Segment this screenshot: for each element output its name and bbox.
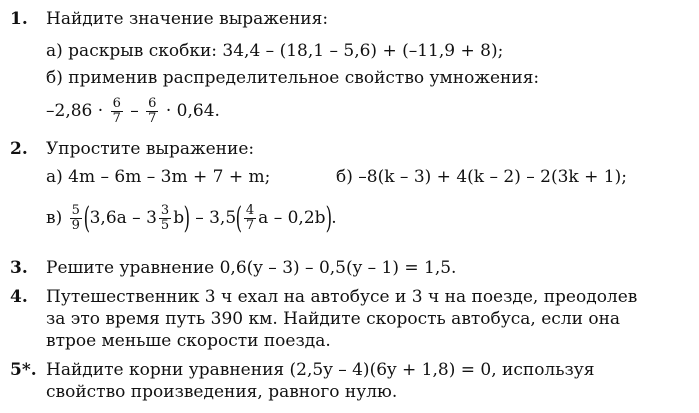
- fraction-5-9: $\frac{5}{9}$: [71, 203, 80, 233]
- task-2-b: б) –8(k – 3) + 4(k – 2) – 2(3k + 1);: [336, 167, 627, 187]
- expr-minus: –: [130, 101, 139, 121]
- task-5-line-1: Найдите корни уравнения (2,5y – 4)(6y + 1,8) = 0, используя: [46, 360, 595, 380]
- task-2-v: в) $\frac{5}{9}$ (3,6a – 3 $\frac{3}{5}$ b) – 3,5( $\frac{4}{7}$ a – 0,2b).: [46, 200, 337, 236]
- fraction-3-5: $\frac{3}{5}$: [160, 203, 170, 233]
- task-1-a: а) раскрыв скобки: 34,4 – (18,1 – 5,6) + (–11,9 + 8);: [46, 41, 504, 61]
- task-1-number: 1.: [10, 9, 28, 29]
- task-2-title: Упростите выражение:: [46, 139, 255, 159]
- task-4-line-1: Путешественник 3 ч ехал на автобусе и 3 ч на поезде, преодолев: [46, 287, 638, 307]
- task-3-number: 3.: [10, 258, 28, 278]
- task-4-line-2: за это время путь 390 км. Найдите скорость автобуса, если она: [46, 309, 621, 329]
- task-4-line-3: втрое меньше скорости поезда.: [46, 331, 331, 351]
- expr-start: –2,86 ·: [46, 101, 104, 121]
- task-4-number: 4.: [10, 287, 28, 307]
- inner-1b: b: [173, 208, 185, 228]
- fraction-4-7: $\frac{4}{7}$: [245, 203, 255, 233]
- expr-end: · 0,64.: [165, 101, 220, 121]
- task-2-v-label: в): [46, 208, 63, 228]
- task-1-expression: [46, 94, 220, 128]
- task-5-number: 5*.: [10, 360, 37, 380]
- task-3-text: Решите уравнение 0,6(y – 3) – 0,5(y – 1) = 1,5.: [46, 258, 457, 278]
- inner-1a: 3,6a – 3: [89, 208, 157, 228]
- task-2-a: а) 4m – 6m – 3m + 7 + m;: [46, 167, 271, 187]
- inner-2: a – 0,2b: [258, 208, 326, 228]
- task-5-line-2: свойство произведения, равного нулю.: [46, 382, 398, 402]
- task-2-number: 2.: [10, 139, 28, 159]
- task-1-title: Найдите значение выражения:: [46, 9, 329, 29]
- fraction-6-7-b: $\frac{6}{7}$: [148, 96, 157, 126]
- mid-term: – 3,5: [195, 208, 237, 228]
- task-1-b: б) применив распределительное свойство умножения:: [46, 68, 540, 88]
- expr-period: .: [331, 208, 337, 228]
- fraction-6-7-a: $\frac{6}{7}$: [112, 96, 121, 126]
